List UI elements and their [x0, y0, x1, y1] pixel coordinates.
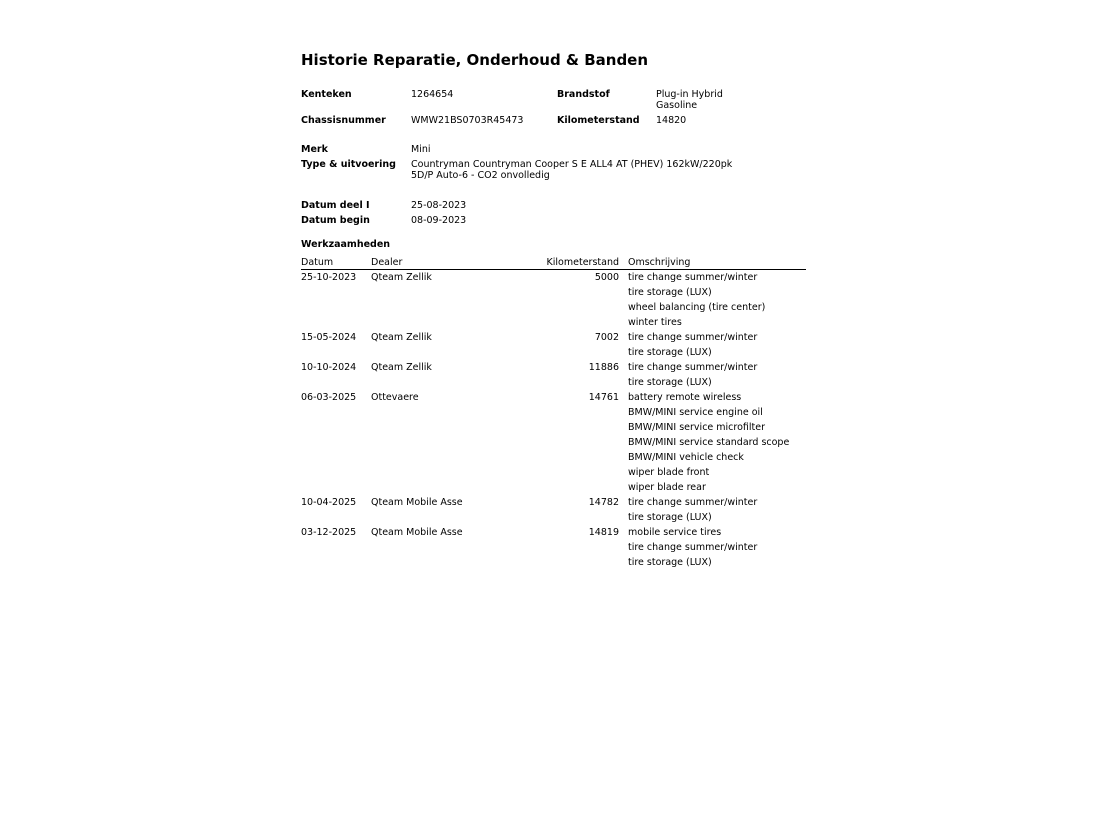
- row-omschrijving: tire storage (LUX): [628, 347, 712, 358]
- datum-begin-value: 08-09-2023: [411, 215, 467, 226]
- row-omschrijving: tire storage (LUX): [628, 557, 712, 568]
- brandstof-value-line2: Gasoline: [656, 100, 698, 111]
- werkzaamheden-title: Werkzaamheden: [301, 239, 391, 250]
- row-omschrijving: battery remote wireless: [628, 392, 742, 403]
- row-dealer: Qteam Mobile Asse: [371, 527, 463, 538]
- page-title: Historie Reparatie, Onderhoud & Banden: [301, 51, 649, 69]
- table-row: [301, 375, 806, 390]
- table-row: [301, 330, 806, 345]
- table-row: [301, 450, 806, 465]
- header-dealer: Dealer: [371, 257, 403, 268]
- row-omschrijving: tire storage (LUX): [628, 377, 712, 388]
- row-omschrijving: tire change summer/winter: [628, 272, 758, 283]
- table-row: [301, 300, 806, 315]
- table-row: [301, 435, 806, 450]
- table-row: [301, 555, 806, 570]
- row-date: 15-05-2024: [301, 332, 357, 343]
- kenteken-label: Kenteken: [301, 89, 352, 100]
- table-row: [301, 480, 806, 495]
- datum-begin-label: Datum begin: [301, 215, 370, 226]
- table-row: [301, 390, 806, 405]
- header-kilometerstand: Kilometerstand: [546, 257, 619, 268]
- table-row: [301, 315, 806, 330]
- table-row: [301, 510, 806, 525]
- kilometerstand-value: 14820: [656, 115, 687, 126]
- row-omschrijving: BMW/MINI vehicle check: [628, 452, 744, 463]
- row-omschrijving: BMW/MINI service microfilter: [628, 422, 766, 433]
- row-date: 03-12-2025: [301, 527, 357, 538]
- row-kilometerstand: 14761: [588, 392, 619, 403]
- row-dealer: Qteam Zellik: [371, 332, 432, 343]
- row-kilometerstand: 5000: [594, 272, 619, 283]
- row-omschrijving: mobile service tires: [628, 527, 722, 538]
- table-row: [301, 405, 806, 420]
- type-value-line1: Countryman Countryman Cooper S E ALL4 AT (PHEV) 162kW/220pk: [411, 159, 733, 170]
- header-omschrijving: Omschrijving: [628, 257, 691, 268]
- table-row: [301, 465, 806, 480]
- datum-deel-label: Datum deel I: [301, 200, 370, 211]
- row-kilometerstand: 7002: [594, 332, 619, 343]
- brandstof-label: Brandstof: [557, 89, 610, 100]
- table-row: [301, 360, 806, 375]
- header-datum: Datum: [301, 257, 334, 268]
- row-date: 06-03-2025: [301, 392, 357, 403]
- row-omschrijving: tire change summer/winter: [628, 362, 758, 373]
- row-kilometerstand: 14819: [588, 527, 619, 538]
- kenteken-value: 1264654: [411, 89, 454, 100]
- row-omschrijving: wiper blade rear: [628, 482, 706, 493]
- table-body: [301, 270, 806, 570]
- type-value-line2: 5D/P Auto-6 - CO2 onvolledig: [411, 170, 550, 181]
- row-omschrijving: BMW/MINI service standard scope: [628, 437, 790, 448]
- table-row: [301, 420, 806, 435]
- row-dealer: Qteam Zellik: [371, 362, 432, 373]
- datum-deel-value: 25-08-2023: [411, 200, 467, 211]
- type-label: Type & uitvoering: [301, 159, 396, 170]
- row-omschrijving: tire storage (LUX): [628, 512, 712, 523]
- chassis-label: Chassisnummer: [301, 115, 386, 126]
- row-date: 10-04-2025: [301, 497, 357, 508]
- row-kilometerstand: 11886: [588, 362, 619, 373]
- merk-label: Merk: [301, 144, 328, 155]
- merk-value: Mini: [411, 144, 431, 155]
- row-omschrijving: BMW/MINI service engine oil: [628, 407, 763, 418]
- row-kilometerstand: 14782: [588, 497, 619, 508]
- table-row: [301, 345, 806, 360]
- row-dealer: Qteam Mobile Asse: [371, 497, 463, 508]
- row-date: 10-10-2024: [301, 362, 357, 373]
- row-omschrijving: wheel balancing (tire center): [628, 302, 766, 313]
- row-omschrijving: tire change summer/winter: [628, 497, 758, 508]
- table-row: [301, 540, 806, 555]
- table-row: [301, 285, 806, 300]
- chassis-value: WMW21BS0703R45473: [411, 115, 524, 126]
- row-omschrijving: tire change summer/winter: [628, 542, 758, 553]
- table-row: [301, 270, 806, 285]
- work-table: [301, 257, 806, 570]
- table-row: [301, 495, 806, 510]
- row-omschrijving: tire storage (LUX): [628, 287, 712, 298]
- row-dealer: Ottevaere: [371, 392, 419, 403]
- table-header: [301, 257, 806, 270]
- row-omschrijving: tire change summer/winter: [628, 332, 758, 343]
- row-omschrijving: wiper blade front: [628, 467, 710, 478]
- row-omschrijving: winter tires: [628, 317, 682, 328]
- kilometerstand-label: Kilometerstand: [557, 115, 640, 126]
- row-date: 25-10-2023: [301, 272, 357, 283]
- brandstof-value-line1: Plug-in Hybrid: [656, 89, 723, 100]
- table-row: [301, 525, 806, 540]
- row-dealer: Qteam Zellik: [371, 272, 432, 283]
